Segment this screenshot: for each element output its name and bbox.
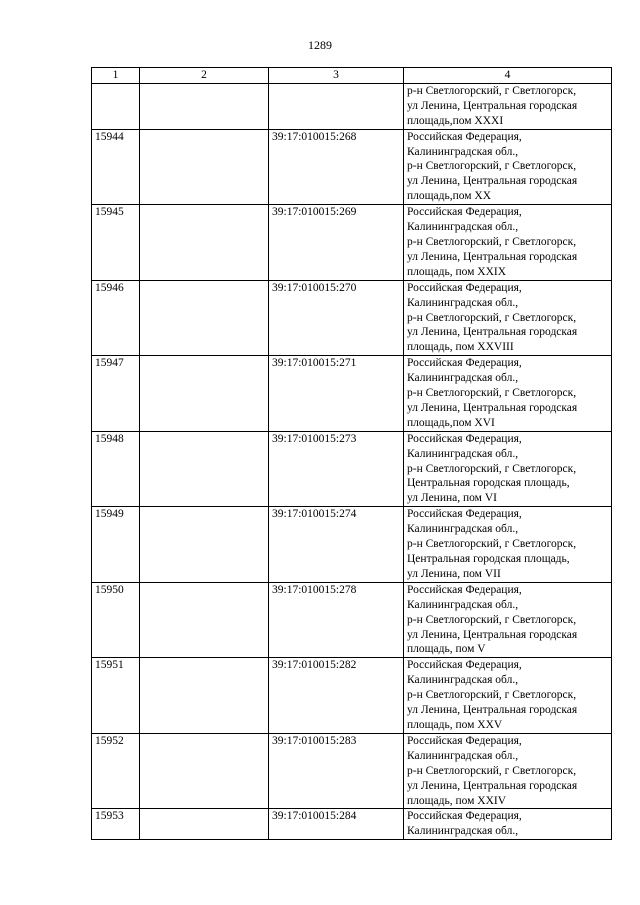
column-2-cell	[140, 809, 269, 840]
column-header-4: 4	[404, 68, 612, 84]
address-line: Российская Федерация,	[407, 659, 522, 672]
table-row	[92, 205, 612, 281]
record-number-cell	[92, 83, 140, 129]
cadastral-number-cell: 39:17:010015:284	[269, 809, 404, 840]
address-line: Калининградская обл.,	[407, 296, 519, 309]
address-cell	[404, 431, 612, 507]
address-cell	[404, 809, 612, 840]
cadastral-number-cell: 39:17:010015:282	[269, 658, 404, 734]
address-line: р-н Светлогорский, г Светлогорск,	[407, 764, 577, 777]
address-line: Калининградская обл.,	[407, 749, 519, 762]
address-cell	[404, 733, 612, 809]
address-line: Калининградская обл.,	[407, 523, 519, 536]
address-line: Российская Федерация,	[407, 281, 522, 294]
table-row	[92, 733, 612, 809]
address-cell	[404, 280, 612, 356]
cadastral-number-cell	[269, 83, 404, 129]
cadastral-number-cell: 39:17:010015:278	[269, 582, 404, 658]
address-line: ул Ленина, Центральная городская	[407, 250, 578, 263]
column-2-cell	[140, 356, 269, 432]
address-line: ул Ленина, Центральная городская	[407, 326, 578, 339]
address-cell	[404, 205, 612, 281]
address-line: р-н Светлогорский, г Светлогорск,	[407, 311, 577, 324]
table-row	[92, 658, 612, 734]
address-line: ул Ленина, Центральная городская	[407, 401, 578, 414]
address-line: площадь,пом XVI	[407, 416, 495, 429]
address-line: Калининградская обл.,	[407, 372, 519, 385]
cadastral-number-cell: 39:17:010015:269	[269, 205, 404, 281]
address-line: Центральная городская площадь,	[407, 553, 570, 565]
column-2-cell	[140, 582, 269, 658]
address-line: площадь,пом XX	[407, 190, 492, 203]
address-line: ул Ленина, Центральная городская	[407, 175, 578, 188]
table-row	[92, 129, 612, 205]
address-line: Российская Федерация,	[407, 206, 522, 219]
address-cell	[404, 129, 612, 205]
address-line: Российская Федерация,	[407, 130, 522, 143]
table-row	[92, 507, 612, 583]
column-2-cell	[140, 129, 269, 205]
column-header-2: 2	[140, 68, 269, 84]
address-cell	[404, 356, 612, 432]
property-register-table	[91, 67, 612, 840]
record-number-cell: 15952	[92, 733, 140, 809]
column-header-3: 3	[269, 68, 404, 84]
address-line: Калининградская обл.,	[407, 447, 519, 460]
record-number-cell: 15953	[92, 809, 140, 840]
address-line: площадь, пом XXIV	[407, 794, 507, 807]
address-line: Российская Федерация,	[407, 734, 522, 747]
table-body	[92, 83, 612, 839]
address-line: Российская Федерация,	[407, 508, 522, 521]
cadastral-number-cell: 39:17:010015:270	[269, 280, 404, 356]
address-cell	[404, 507, 612, 583]
page-number: 1289	[308, 38, 332, 52]
address-line: ул Ленина, Центральная городская	[407, 628, 578, 641]
address-line: р-н Светлогорский, г Светлогорск,	[407, 387, 577, 400]
table-row	[92, 83, 612, 129]
record-number-cell: 15944	[92, 129, 140, 205]
address-line: Российская Федерация,	[407, 810, 522, 823]
address-line: р-н Светлогорский, г Светлогорск,	[407, 160, 577, 173]
address-line: площадь, пом V	[407, 643, 486, 656]
record-number-cell: 15951	[92, 658, 140, 734]
record-number-cell: 15949	[92, 507, 140, 583]
table-row	[92, 809, 612, 840]
address-cell	[404, 582, 612, 658]
record-number-cell: 15948	[92, 431, 140, 507]
address-line: ул Ленина, Центральная городская	[407, 704, 578, 717]
address-cell	[404, 83, 612, 129]
cadastral-number-cell: 39:17:010015:268	[269, 129, 404, 205]
address-line: р-н Светлогорский, г Светлогорск,	[407, 235, 577, 248]
address-line: Центральная городская площадь,	[407, 477, 570, 490]
address-line: р-н Светлогорский, г Светлогорск,	[407, 689, 577, 702]
column-header-1: 1	[92, 68, 140, 84]
record-number-cell: 15950	[92, 582, 140, 658]
cadastral-number-cell: 39:17:010015:283	[269, 733, 404, 809]
cadastral-number-cell: 39:17:010015:273	[269, 431, 404, 507]
column-2-cell	[140, 205, 269, 281]
cadastral-number-cell: 39:17:010015:274	[269, 507, 404, 583]
address-line: площадь, пом XXV	[407, 718, 503, 731]
address-line: площадь, пом XXVIII	[407, 341, 514, 354]
address-line: Российская Федерация,	[407, 583, 522, 596]
address-line: р-н Светлогорский, г Светлогорск,	[407, 462, 577, 475]
address-line: ул Ленина, пом VII	[407, 567, 501, 580]
record-number-cell: 15947	[92, 356, 140, 432]
address-line: Калининградская обл.,	[407, 825, 519, 838]
table-header-row	[92, 68, 612, 84]
column-2-cell	[140, 83, 269, 129]
column-2-cell	[140, 507, 269, 583]
record-number-cell: 15945	[92, 205, 140, 281]
address-line: Калининградская обл.,	[407, 598, 519, 611]
address-line: Российская Федерация,	[407, 357, 522, 370]
address-line: Калининградская обл.,	[407, 221, 519, 234]
address-line: Российская Федерация,	[407, 432, 522, 445]
address-line: ул Ленина, Центральная городская	[407, 779, 578, 792]
cadastral-number-cell: 39:17:010015:271	[269, 356, 404, 432]
address-line: Калининградская обл.,	[407, 145, 519, 158]
table-row	[92, 356, 612, 432]
record-number-cell: 15946	[92, 280, 140, 356]
table-row	[92, 431, 612, 507]
column-2-cell	[140, 280, 269, 356]
address-line: ул Ленина, Центральная городская	[407, 99, 578, 112]
address-line: ул Ленина, пом VI	[407, 492, 497, 505]
column-2-cell	[140, 658, 269, 734]
table-row	[92, 582, 612, 658]
address-line: площадь,пом XXXI	[407, 114, 504, 127]
column-2-cell	[140, 431, 269, 507]
address-line: р-н Светлогорский, г Светлогорск,	[407, 613, 577, 626]
column-2-cell	[140, 733, 269, 809]
address-line: р-н Светлогорский, г Светлогорск,	[407, 84, 577, 97]
address-line: площадь, пом XXIX	[407, 265, 507, 278]
address-cell	[404, 658, 612, 734]
address-line: р-н Светлогорский, г Светлогорск,	[407, 538, 577, 551]
address-line: Калининградская обл.,	[407, 674, 519, 687]
table-row	[92, 280, 612, 356]
